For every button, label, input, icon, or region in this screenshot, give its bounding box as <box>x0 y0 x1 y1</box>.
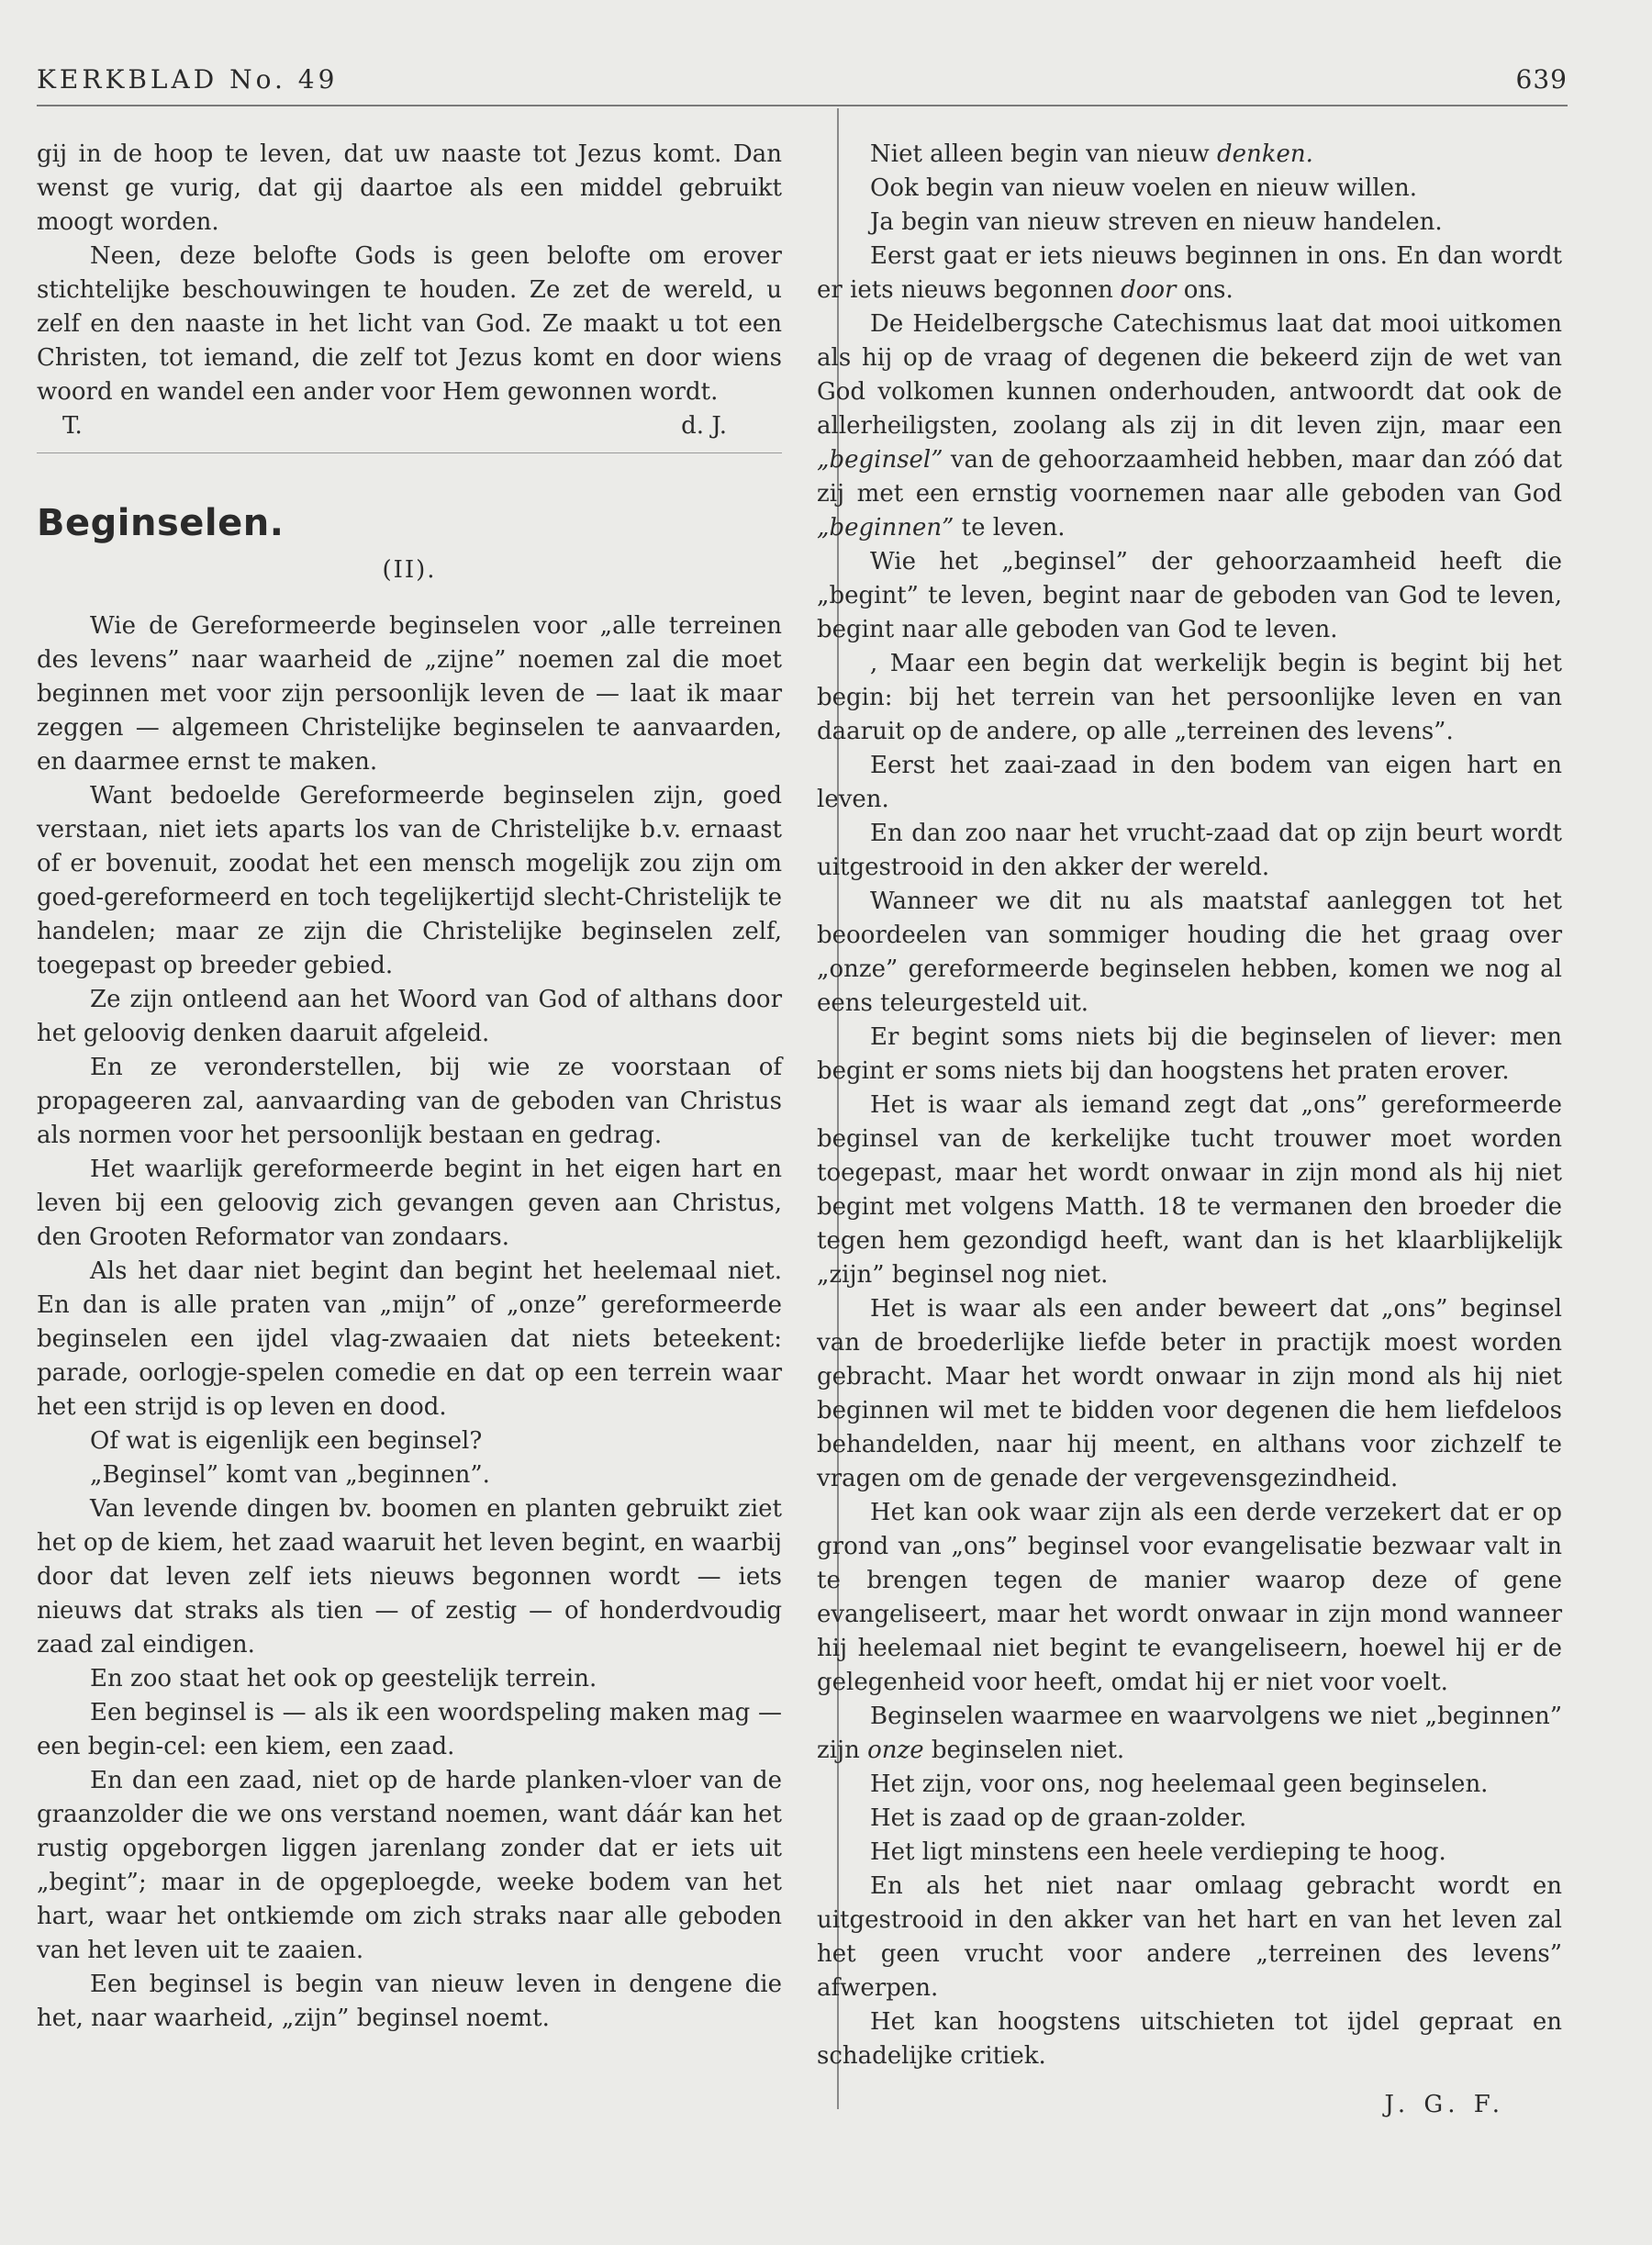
right-column <box>817 138 1562 2122</box>
paragraph: Neen, deze belofte Gods is geen belofte om erover stichtelijke beschouwingen te houden. Ze zet de wereld, u zelf en den naaste in het licht van God. Ze maakt u tot een Christen, tot iemand, die zelf tot Jezus komt en door wiens woord en wandel een ander voor Hem gewonnen wordt. <box>37 242 782 406</box>
signature-line <box>37 409 782 443</box>
paragraph: Een beginsel is — als ik een woordspeling maken mag — een begin-cel: een kiem, een zaad. <box>37 1699 782 1760</box>
paragraph: Er begint soms niets bij die beginselen of liever: men begint er soms niets bij dan hoogstens het praten erover. <box>817 1023 1562 1085</box>
paragraph: Ook begin van nieuw voelen en nieuw willen. <box>870 174 1418 202</box>
text-run: te leven. <box>954 514 1066 542</box>
italic-run: door <box>1121 276 1177 304</box>
paragraph: Het is waar als een ander beweert dat „ons” beginsel van de broederlijke liefde beter in practijk moest worden gebracht. Maar het wordt onwaar in zijn mond als hij niet beginnen wil met te bidden voor degenen die hem liefdeloos behandelden, naar hij meent, en althans voor zichzelf te vragen om de genade der vergevensgezindheid. <box>817 1295 1562 1492</box>
paragraph: Het kan ook waar zijn als een derde verzekert dat er op grond van „ons” beginsel voor evangelisatie bezwaar valt in te brengen tegen de manier waarop deze of gene evangeliseert, maar het wordt onwaar in zijn mond wanneer hij heelemaal niet begint te evangeliseern, hoewel hij er de gelegenheid voor heeft, omdat hij er niet voor voelt. <box>817 1499 1562 1696</box>
part-number: (II). <box>382 556 437 584</box>
paragraph: Als het daar niet begint dan begint het heelemaal niet. En dan is alle praten van „mijn” of „onze” gereformeerde beginselen een ijdel vlag-zwaaien dat niets beteekent: parade, oorlogje-spelen comedie en dat op een terrein waar het een strijd is op leven en dood. <box>37 1257 782 1421</box>
page-number: 639 <box>1515 64 1568 95</box>
paragraph: Het ligt minstens een heele verdieping te hoog. <box>870 1838 1446 1866</box>
paragraph: Het is zaad op de graan-zolder. <box>870 1804 1247 1832</box>
italic-run: „beginnen” <box>817 514 954 542</box>
paragraph: Het is waar als iemand zegt dat „ons” gereformeerde beginsel van de kerkelijke tucht trouwer moet worden toegepast, maar het wordt onwaar in zijn mond als hij niet begint met volgens Matth. 18 te vermanen den broeder die tegen hem gezondigd heeft, want dan is het klaarblijkelijk „zijn” beginsel nog niet. <box>817 1091 1562 1289</box>
text-run: Eerst gaat er iets nieuws beginnen in ons. En dan wordt er iets nieuws begonnen <box>817 242 1562 304</box>
paragraph: En dan een zaad, niet op de harde planken-vloer van de graanzolder die we ons verstand noemen, want dáár kan het rustig opgeborgen liggen jarenlang zonder dat er iets uit „begint”; maar in de opgeploegde, weeke bodem van het hart, waar het ontkiemde om zich straks naar alle geboden van het leven uit te zaaien. <box>37 1767 782 1964</box>
paragraph: Want bedoelde Gereformeerde beginselen zijn, goed verstaan, niet iets aparts los van de Christelijke b.v. ernaast of er bovenuit, zoodat het een mensch mogelijk zou zijn om goed-gereformeerd en toch tegelijkertijd slecht-Christelijk te handelen; maar ze zijn die Christelijke beginselen zelf, toegepast op breeder gebied. <box>37 782 782 979</box>
paragraph: „Beginsel” komt van „beginnen”. <box>90 1461 490 1489</box>
paragraph: Wie de Gereformeerde beginselen voor „alle terreinen des levens” naar waarheid de „zijne” noemen zal die moet beginnen met voor zijn persoonlijk leven de — laat ik maar zeggen — algemeen Christelijke beginselen te aanvaarden, en daarmee ernst te maken. <box>37 612 782 776</box>
italic-run: onze <box>867 1737 924 1764</box>
paragraph: Ja begin van nieuw streven en nieuw handelen. <box>870 208 1443 236</box>
paragraph: Het waarlijk gereformeerde begint in het eigen hart en leven bij een geloovig zich gevangen geven aan Christus, den Grooten Reformator van zondaars. <box>37 1156 782 1251</box>
signature-left: T. <box>62 412 83 440</box>
paragraph: Wie het „beginsel” der gehoorzaamheid heeft die „begint” te leven, begint naar de geboden van God te leven, begint naar alle geboden van God te leven. <box>817 548 1562 643</box>
text-run: beginselen niet. <box>923 1737 1125 1764</box>
paragraph: Wanneer we dit nu als maatstaf aanleggen tot het beoordeelen van sommiger houding die het graag over „onze” gereformeerde beginselen hebben, komen we nog al eens teleurgesteld uit. <box>817 888 1562 1017</box>
signature-right: d. J. <box>681 412 727 440</box>
left-column <box>37 138 782 2036</box>
paragraph <box>817 240 1562 307</box>
italic-run: „beginsel” <box>817 446 943 474</box>
paragraph: Van levende dingen bv. boomen en planten gebruikt ziet het op de kiem, het zaad waaruit het leven begint, en waarbij door dat leven zelf iets nieuws begonnen wordt — iets nieuws dat straks als tien — of zestig — of honderdvoudig zaad zal eindigen. <box>37 1495 782 1659</box>
paragraph: Of wat is eigenlijk een beginsel? <box>90 1427 483 1455</box>
text-run: Niet alleen begin van nieuw <box>870 140 1217 168</box>
paragraph <box>817 1700 1562 1768</box>
paragraph: gij in de hoop te leven, dat uw naaste tot Jezus komt. Dan wenst ge vurig, dat gij daartoe als een middel gebruikt moogt worden. <box>37 140 782 236</box>
page-header <box>37 64 1568 101</box>
text-run: De Heidelbergsche Catechismus laat dat mooi uitkomen als hij op de vraag of degenen die bekeerd zijn de wet van God volkomen kunnen onderhouden, antwoordt dat ook de allerheiligsten, zoolang als zij in dit leven zijn, maar een <box>817 310 1562 440</box>
paragraph: , Maar een begin dat werkelijk begin is begint bij het begin: bij het terrein van het persoonlijke leven en van daaruit op de andere, op alle „terreinen des levens”. <box>817 650 1562 745</box>
paragraph: Een beginsel is begin van nieuw leven in dengene die het, naar waarheid, „zijn” beginsel noemt. <box>37 1971 782 2032</box>
paragraph <box>817 138 1562 172</box>
section-rule <box>37 452 782 453</box>
paragraph: Eerst het zaai-zaad in den bodem van eigen hart en leven. <box>817 752 1562 813</box>
text-run: ons. <box>1176 276 1233 304</box>
paragraph: En als het niet naar omlaag gebracht wordt en uitgestrooid in den akker van het hart en van het leven zal het geen vrucht voor andere „terreinen des levens” afwerpen. <box>817 1872 1562 2002</box>
paragraph: Het kan hoogstens uitschieten tot ijdel gepraat en schadelijke critiek. <box>817 2008 1562 2070</box>
text-run: Beginselen waarmee en waarvolgens we niet „beginnen” zijn <box>817 1703 1562 1764</box>
text-run: van de gehoorzaamheid hebben, maar dan zóó dat zij met een ernstig voornemen naar alle geboden van God <box>817 446 1562 508</box>
paragraph: En zoo staat het ook op geestelijk terrein. <box>90 1665 597 1692</box>
italic-run: denken. <box>1217 140 1313 168</box>
paragraph: En dan zoo naar het vrucht-zaad dat op zijn beurt wordt uitgestrooid in den akker der wereld. <box>817 820 1562 881</box>
author-signature: J. G. F. <box>1384 2091 1505 2118</box>
paragraph: Ze zijn ontleend aan het Woord van God of althans door het geloovig denken daaruit afgeleid. <box>37 986 782 1047</box>
paragraph: Het zijn, voor ons, nog heelemaal geen beginselen. <box>870 1770 1489 1798</box>
paragraph: En ze veronderstellen, bij wie ze voorstaan of propageeren zal, aanvaarding van de geboden van Christus als normen voor het persoonlijk bestaan en gedrag. <box>37 1054 782 1149</box>
journal-issue: KERKBLAD No. 49 <box>37 64 339 95</box>
paragraph <box>817 307 1562 545</box>
header-rule <box>37 105 1568 106</box>
article-title: Beginselen. <box>37 502 285 544</box>
